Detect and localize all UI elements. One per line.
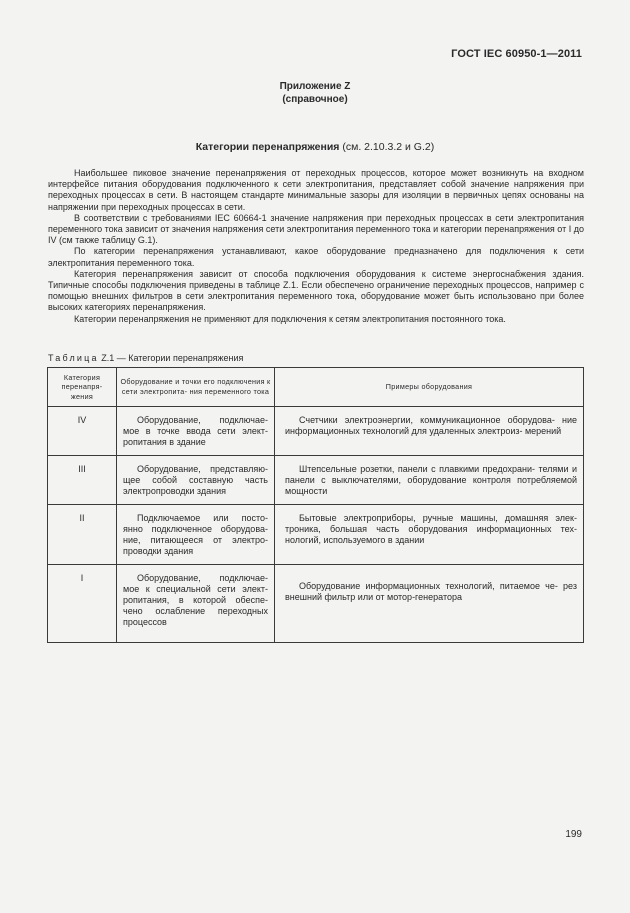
document-code: ГОСТ IEC 60950-1—2011 <box>451 48 582 60</box>
paragraph: По категории перенапряжения устанавливают, какое оборудование предназначено для подключения к сети электропитания переменного тока. <box>48 246 584 268</box>
annex-heading <box>0 80 630 106</box>
paragraph: Наибольшее пиковое значение перенапряжения от переходных процессов, которое может возникнуть на входном интерфейсе питания оборудования подключенного к сети электропитания, представляет собой значение напряжения при переходных процессах в сети. В настоящем стандарте минимальные зазоры для изоляции в первичных цепях основаны на напряжении при переходных процессах в сети. <box>48 168 584 212</box>
table-row <box>48 456 584 505</box>
examples-cell <box>275 456 584 505</box>
equipment-text: Оборудование, представляю- щее собой составную часть электропроводки здания <box>123 464 268 497</box>
table-header-row <box>48 368 584 407</box>
overvoltage-table <box>47 367 584 643</box>
table-caption-prefix: Таблица <box>48 353 99 363</box>
category-cell: IV <box>48 407 117 456</box>
annex-subtitle: (справочное) <box>282 94 348 105</box>
body-text <box>48 168 584 325</box>
table-row <box>48 504 584 564</box>
examples-cell <box>275 504 584 564</box>
examples-cell <box>275 564 584 642</box>
equipment-cell <box>117 407 275 456</box>
category-cell: I <box>48 564 117 642</box>
table-row <box>48 564 584 642</box>
section-title-bold: Категории перенапряжения <box>195 141 340 153</box>
paragraph: Категория перенапряжения зависит от способа подключения оборудования к системе энергоснабжения здания. Типичные способы подключения приведены в таблице Z.1. Если обеспечено ограничение переходных процессов, например с помощью внешних фильтров в сети электропитания переменного тока, оборудование может быть использовано при более высоких категориях перенапряжения. <box>48 268 584 313</box>
header-equipment: Оборудование и точки его подключения к сети электропита- ния переменного тока <box>117 368 275 407</box>
equipment-text: Оборудование, подключае- мое к специальной сети элект- ропитания, в которой обеспе- чено ослабление переходных процессов <box>123 572 268 628</box>
category-cell: II <box>48 504 117 564</box>
page-number: 199 <box>565 829 582 840</box>
examples-text: Штепсельные розетки, панели с плавкими предохрани- телями и панели с выключателями, оборудование контроля потребляемой мощности <box>285 464 577 497</box>
equipment-text: Оборудование, подключае- мое в точке ввода сети элект- ропитания в здание <box>123 415 268 448</box>
table-row <box>48 407 584 456</box>
header-examples: Примеры оборудования <box>275 368 584 407</box>
annex-title: Приложение Z <box>279 81 351 92</box>
table-caption-text: Z.1 — Категории перенапряжения <box>101 353 244 363</box>
examples-cell <box>275 407 584 456</box>
paragraph: В соответствии с требованиями IEC 60664-1 значение напряжения при переходных процессах в сети электропитания переменного тока зависит от значения напряжения сети электропитания переменного тока и категории перенапряжения от I до IV (см также таблицу G.1). <box>48 212 584 246</box>
category-cell: III <box>48 456 117 505</box>
table-caption <box>48 353 243 363</box>
equipment-cell <box>117 564 275 642</box>
paragraph: Категории перенапряжения не применяют для подключения к сетям электропитания постоянного тока. <box>74 313 506 324</box>
equipment-text: Подключаемое или посто- янно подключенное оборудова- ние, питающееся от электро- проводки здания <box>123 512 268 557</box>
examples-text: Бытовые электроприборы, ручные машины, домашняя элек- троника, большая часть оборудования информационных тех- нологий, используемого в здании <box>285 512 577 546</box>
section-title <box>0 141 630 154</box>
equipment-cell <box>117 504 275 564</box>
header-category: Категория перенапря- жения <box>48 368 117 407</box>
examples-text: Оборудование информационных технологий, питаемое че- рез внешний фильтр или от мотор-генератора <box>285 580 577 602</box>
examples-text: Счетчики электроэнергии, коммуникационное оборудова- ние информационных технологий для удаленных электроиз- мерений <box>285 415 577 437</box>
section-title-ref: (см. 2.10.3.2 и G.2) <box>342 141 435 153</box>
equipment-cell <box>117 456 275 505</box>
